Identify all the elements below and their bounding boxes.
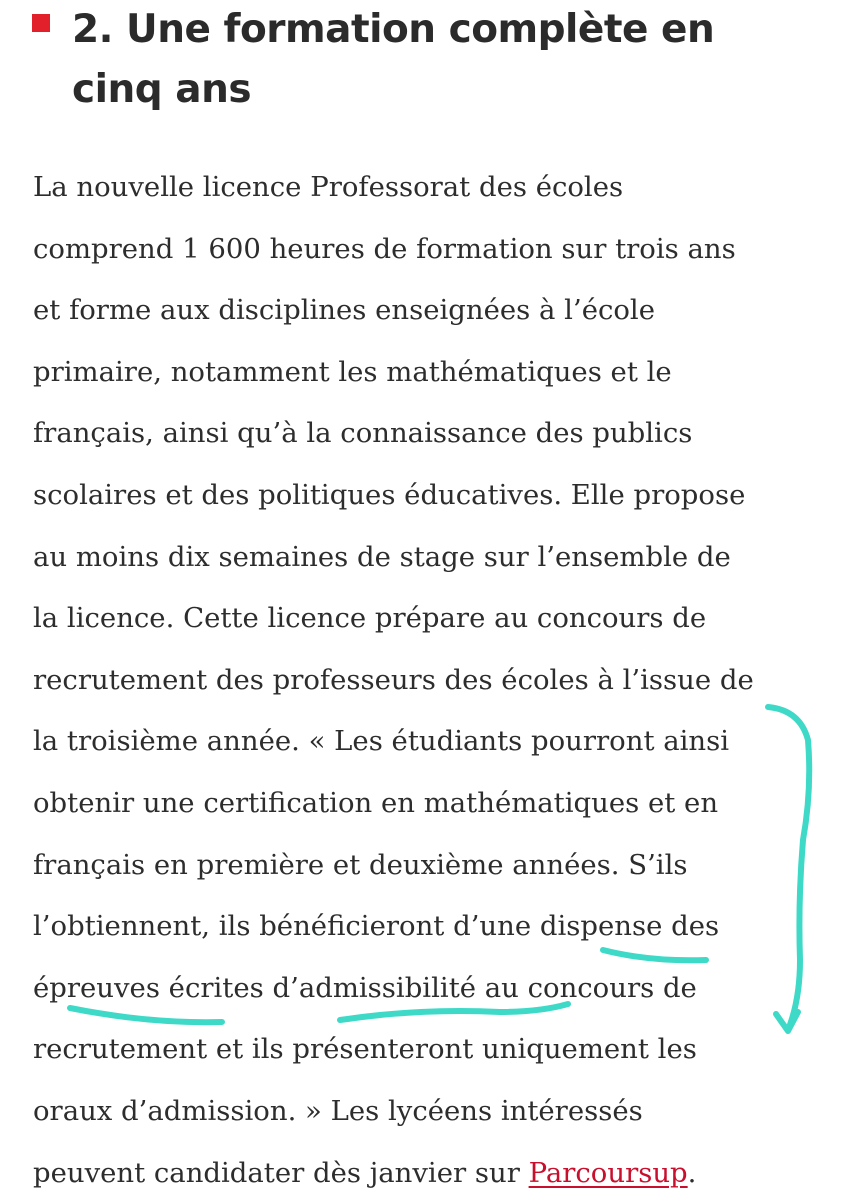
paragraph-last-line [33, 1143, 823, 1204]
paragraph-line: et forme aux disciplines enseignées à l’école [33, 280, 823, 342]
paragraph-line: comprend 1 600 heures de formation sur trois ans [33, 219, 823, 281]
paragraph-line: primaire, notamment les mathématiques et le [33, 342, 823, 404]
paragraph-line: la troisième année. « Les étudiants pourront ainsi [33, 711, 823, 773]
paragraph-line: au moins dix semaines de stage sur l’ensemble de [33, 527, 823, 589]
paragraph-line: épreuves écrites d’admissibilité au concours de [33, 958, 823, 1020]
square-bullet-icon [32, 14, 50, 32]
parcoursup-link[interactable]: Parcoursup [529, 1157, 688, 1189]
last-line-text: peuvent candidater dès janvier sur [33, 1157, 529, 1189]
paragraph-line: l’obtiennent, ils bénéficieront d’une dispense des [33, 896, 823, 958]
section-title: 2. Une formation complète en cinq ans [72, 0, 812, 120]
paragraph-line: La nouvelle licence Professorat des écoles [33, 157, 823, 219]
article-paragraph [33, 157, 823, 1204]
paragraph-line: oraux d’admission. » Les lycéens intéressés [33, 1081, 823, 1143]
section-heading [32, 0, 812, 120]
paragraph-line: recrutement et ils présenteront uniquement les [33, 1019, 823, 1081]
paragraph-line: français en première et deuxième années. S’ils [33, 835, 823, 897]
paragraph-line: recrutement des professeurs des écoles à l’issue de [33, 650, 823, 712]
last-line-period: . [688, 1157, 697, 1189]
paragraph-line: obtenir une certification en mathématiques et en [33, 773, 823, 835]
paragraph-line: scolaires et des politiques éducatives. Elle propose [33, 465, 823, 527]
paragraph-line: français, ainsi qu’à la connaissance des publics [33, 403, 823, 465]
paragraph-line: la licence. Cette licence prépare au concours de [33, 588, 823, 650]
